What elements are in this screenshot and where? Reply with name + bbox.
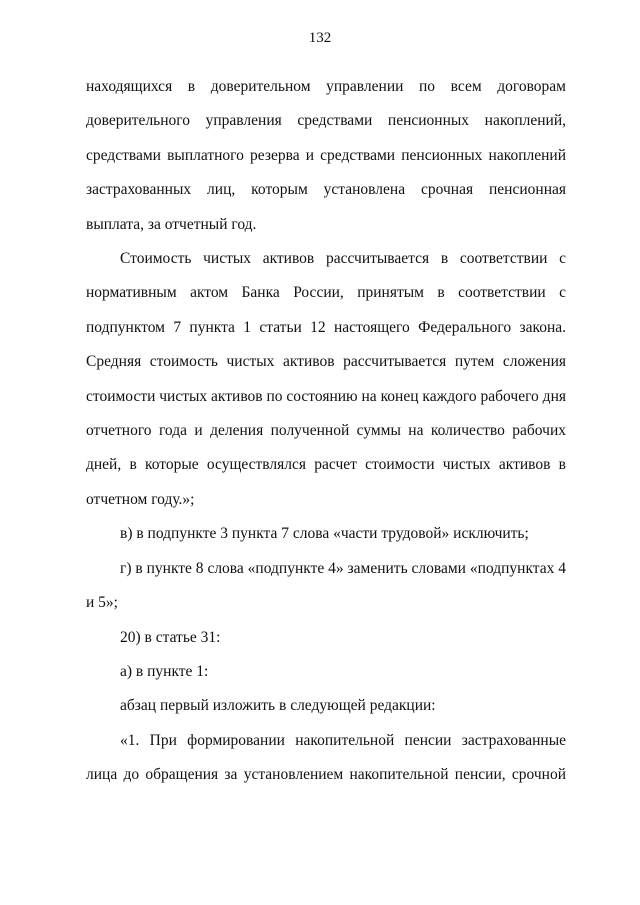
paragraph-7: абзац первый изложить в следующей редакции: xyxy=(120,697,436,715)
paragraph-2: Стоимость чистых активов рассчитывается в соответствии с нормативным актом Банка России, принятым в соответствии с подпунктом 7 пункта 1 статьи 12 настоящего Федерального закона. Средняя стоимость чистых активов рассчитывается путем сложения стоимости чистых активов по состоянию на конец каждого рабочего дня отчетного года и деления полученной суммы на количество рабочих дней, в которые осуществлялся расчет стоимости чистых активов в отчетном году.»; xyxy=(86,250,566,508)
paragraph-6: а) в пункте 1: xyxy=(120,662,209,680)
document-body xyxy=(86,70,566,793)
paragraph-4: г) в пункте 8 слова «подпункте 4» заменить словами «подпунктах 4 и 5»; xyxy=(86,559,566,612)
paragraph-8: «1. При формировании накопительной пенсии застрахованные лица до обращения за установлением накопительной пенсии, срочной xyxy=(86,731,566,784)
paragraph-3: в) в подпункте 3 пункта 7 слова «части трудовой» исключить; xyxy=(120,525,529,543)
paragraph-5: 20) в статье 31: xyxy=(120,628,221,646)
paragraph-1: находящихся в доверительном управлении по всем договорам доверительного управления средствами пенсионных накоплений, средствами выплатного резерва и средствами пенсионных накоплений застрахованных лиц, которым установлена срочная пенсионная выплата, за отчетный год. xyxy=(86,78,566,233)
page-number: 132 xyxy=(308,30,332,46)
